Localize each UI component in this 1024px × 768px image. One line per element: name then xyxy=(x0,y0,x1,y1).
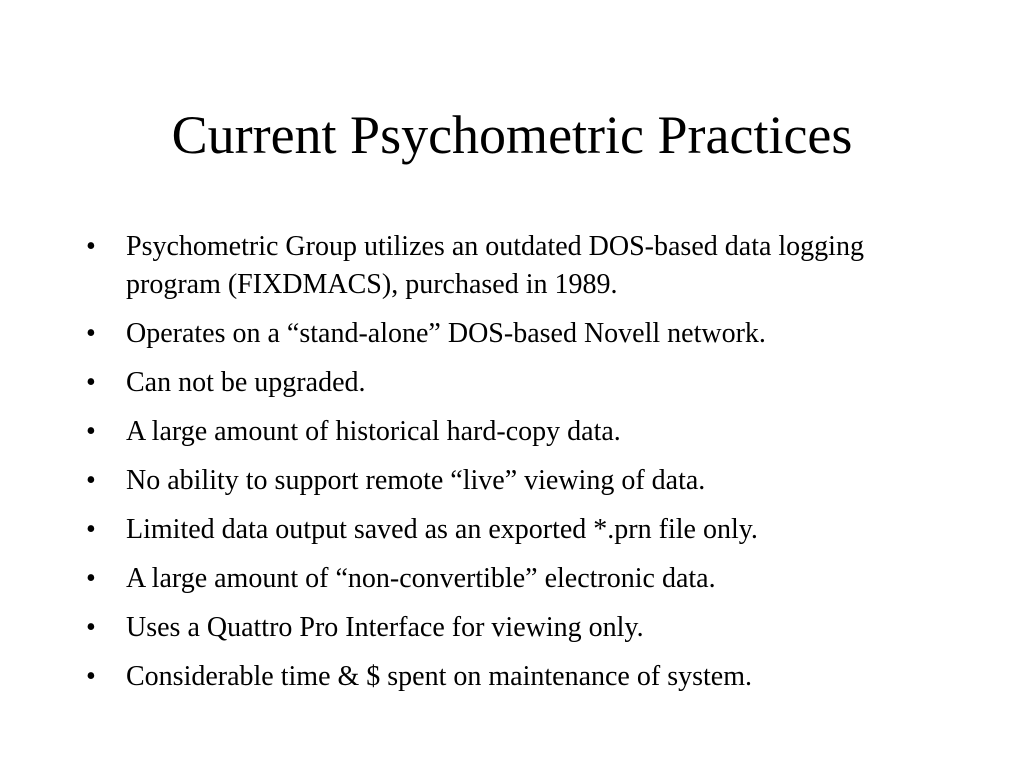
bullet-icon: • xyxy=(86,367,96,398)
bullet-text: Operates on a “stand-alone” DOS-based Novell network. xyxy=(126,318,766,349)
bullet-icon: • xyxy=(86,318,96,349)
bullet-text: Limited data output saved as an exported *.prn file only. xyxy=(126,514,758,545)
bullet-text: A large amount of “non-convertible” electronic data. xyxy=(126,563,716,594)
bullet-icon: • xyxy=(86,514,96,545)
bullet-icon: • xyxy=(86,563,96,594)
bullet-item xyxy=(86,413,946,451)
bullet-text: Can not be upgraded. xyxy=(126,367,366,398)
bullet-icon: • xyxy=(86,661,96,692)
bullet-text: No ability to support remote “live” viewing of data. xyxy=(126,465,706,496)
bullet-icon: • xyxy=(86,416,96,447)
slide-title: Current Psychometric Practices xyxy=(171,105,853,165)
bullet-text: Uses a Quattro Pro Interface for viewing only. xyxy=(126,612,644,643)
bullet-icon: • xyxy=(86,612,96,643)
bullet-text: Psychometric Group utilizes an outdated DOS-based data logging program (FIXDMACS), purchased in 1989. xyxy=(126,231,864,300)
bullet-item xyxy=(86,560,946,598)
bullet-item xyxy=(86,228,946,304)
bullet-icon: • xyxy=(86,231,96,262)
bullet-icon: • xyxy=(86,465,96,496)
bullet-list xyxy=(86,228,946,707)
bullet-item xyxy=(86,315,946,353)
bullet-item xyxy=(86,511,946,549)
bullet-text: Considerable time & $ spent on maintenance of system. xyxy=(126,661,752,692)
bullet-item xyxy=(86,658,946,696)
bullet-text: A large amount of historical hard-copy data. xyxy=(126,416,621,447)
bullet-item xyxy=(86,609,946,647)
bullet-item xyxy=(86,462,946,500)
bullet-item xyxy=(86,364,946,402)
